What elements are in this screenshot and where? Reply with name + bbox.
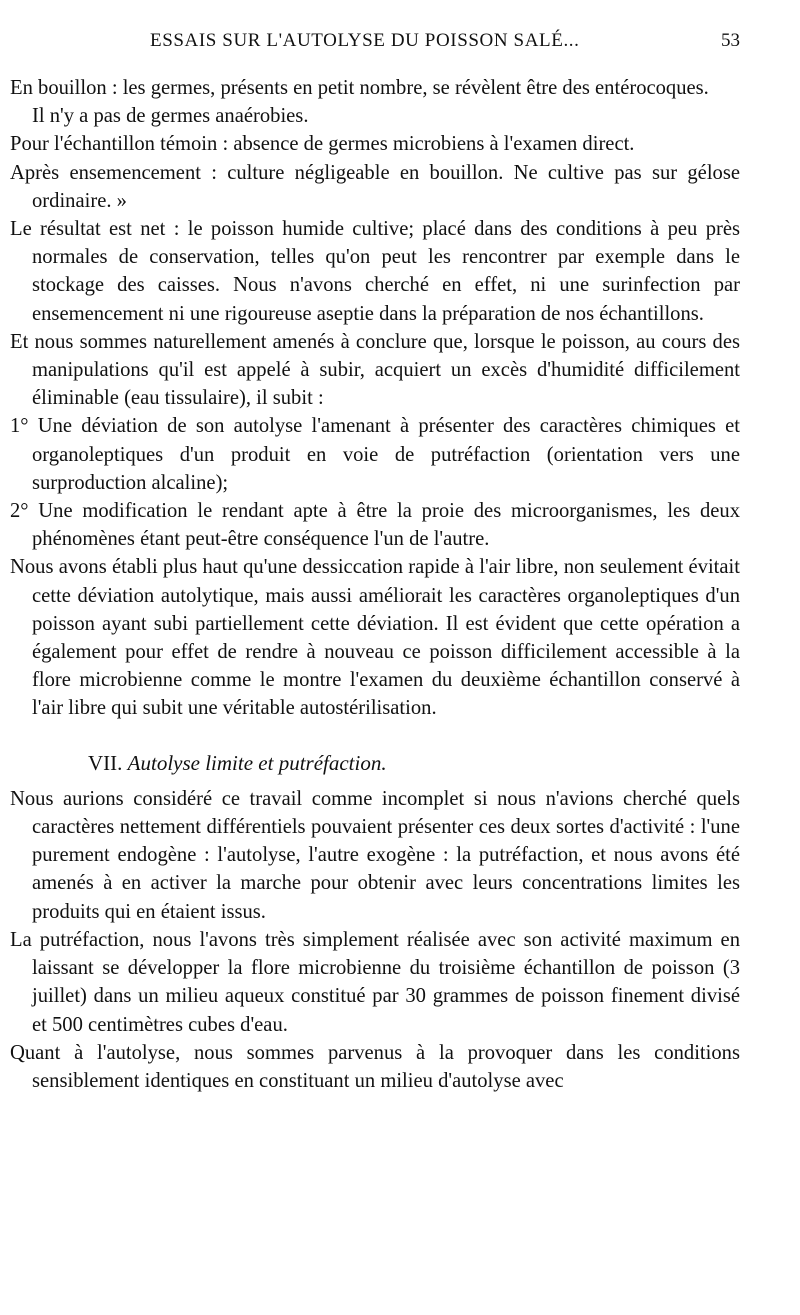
paragraph-ensemencement: Après ensemencement : culture négligeable en bouillon. Ne cultive pas sur gélose ordinaire. »	[10, 161, 740, 212]
running-title: ESSAIS SUR L'AUTOLYSE DU POISSON SALÉ...	[150, 30, 580, 51]
paragraph-resultat: Le résultat est net : le poisson humide cultive; placé dans des conditions à peu près normales de conservation, telles qu'on peut les rencontrer par exemple dans le stockage des caisses. Nous n'avons cherché en effet, ni une surinfection par ensemencement ni une rigoureuse aseptie dans la préparation de nos échantillons.	[10, 218, 740, 325]
list-item-deviation: 1° Une déviation de son autolyse l'amenant à présenter des caractères chimiques et organoleptiques d'un produit en voie de putréfaction (orientation vers une surproduction alcaline);	[10, 415, 740, 494]
paragraph-putrefaction: La putréfaction, nous l'avons très simplement réalisée avec son activité maximum en laissant se développer la flore microbienne du troisième échantillon de poisson (3 juillet) dans un milieu aqueux constitué par 30 grammes de poisson finement divisé et 500 centimètres cubes d'eau.	[10, 928, 740, 1036]
paragraph-echantillon-temoin: Pour l'échantillon témoin : absence de germes microbiens à l'examen direct.	[10, 133, 635, 156]
page-number: 53	[721, 30, 740, 51]
paragraph-anaerobies: Il n'y a pas de germes anaérobies.	[32, 105, 309, 128]
page-header	[10, 30, 740, 60]
section-title: Autolyse limite et putréfaction.	[127, 750, 387, 775]
body-text	[10, 74, 740, 1095]
section-heading	[10, 749, 740, 777]
section-number: VII.	[88, 750, 123, 775]
paragraph-enterocoques: En bouillon : les germes, présents en petit nombre, se révèlent être des entérocoques.	[10, 77, 709, 99]
paragraph-conclusion: Et nous sommes naturellement amenés à conclure que, lorsque le poisson, au cours des manipulations qu'il est appelé à subir, acquiert un excès d'humidité difficilement éliminable (eau tissulaire), il subit :	[10, 330, 740, 410]
paragraph-autolyse: Quant à l'autolyse, nous sommes parvenus à la provoquer dans les conditions sensiblement identiques en constituant un milieu d'autolyse avec	[10, 1041, 740, 1092]
book-page	[10, 0, 740, 1315]
paragraph-dessiccation: Nous avons établi plus haut qu'une dessiccation rapide à l'air libre, non seulement évitait cette déviation autolytique, mais aussi améliorait les caractères organoleptiques d'un poisson ayant subi partiellement cette déviation. Il est évident que cette opération a également pour effet de rendre à nouveau ce poisson difficilement accessible à la flore microbienne comme le montre l'examen du deuxième échantillon conservé à l'air libre qui subit une véritable autostérilisation.	[10, 556, 740, 720]
paragraph-travail-incomplet: Nous aurions considéré ce travail comme incomplet si nous n'avions cherché quels caractères nettement différentiels pouvaient présenter ces deux sortes d'activité : l'une purement endogène : l'autolyse, l'autre exogène : la putréfaction, et nous avons été amenés à en activer la marche pour obtenir avec leurs concentrations limites les produits qui en étaient issus.	[10, 787, 740, 923]
list-item-modification: 2° Une modification le rendant apte à être la proie des microorganismes, les deux phénomènes étant peut-être conséquence l'un de l'autre.	[10, 500, 740, 551]
